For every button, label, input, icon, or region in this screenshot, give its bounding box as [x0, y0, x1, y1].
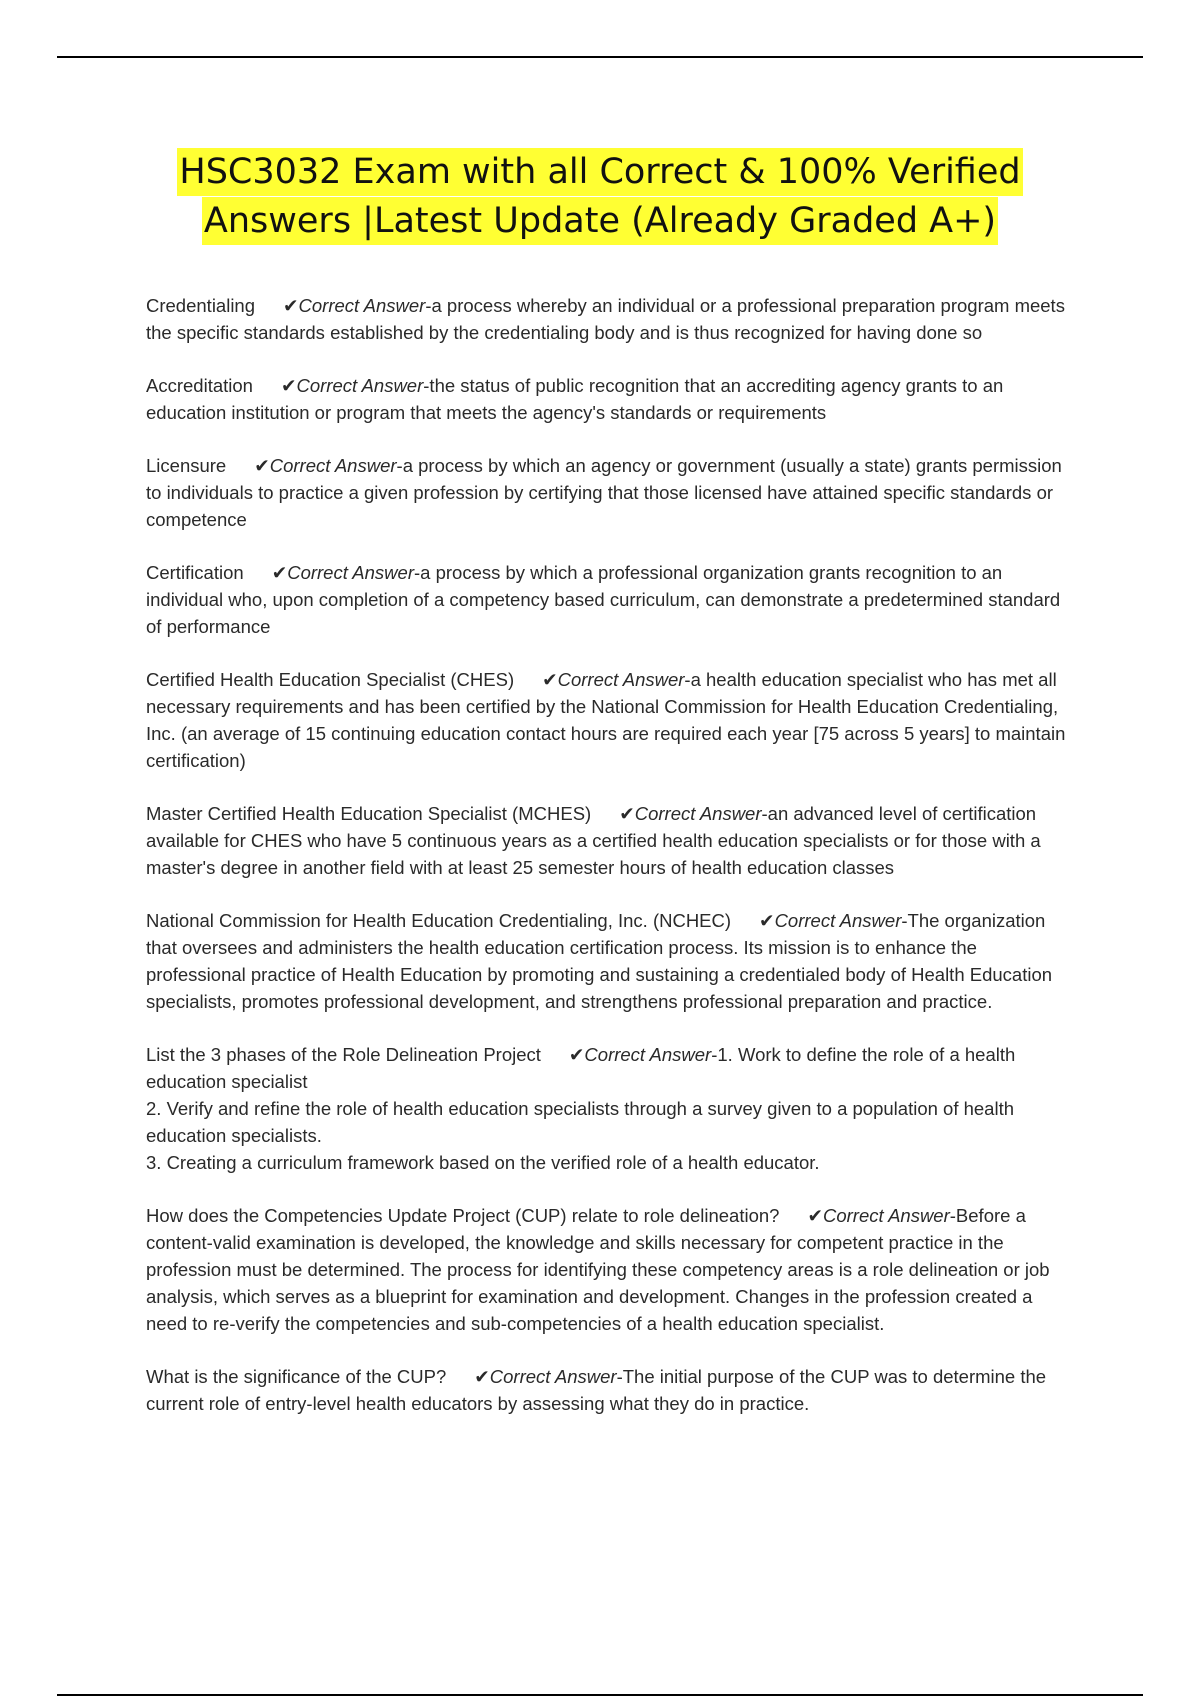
- check-mark-icon: ✔: [254, 455, 270, 476]
- qa-answer: -The organization that oversees and administers the health education certification process. Its mission is to enhance the professional practice of Health Education by promoting and sustaining a credentialed body of Health Education specialists, promotes professional development, and strengthens professional preparation and practice.: [146, 910, 1053, 1012]
- qa-answer-line: 3. Creating a curriculum framework based on the verified role of a health educator.: [146, 1152, 820, 1173]
- qa-term: Licensure: [146, 455, 227, 476]
- qa-answer: -an advanced level of certification available for CHES who have 5 continuous years as a certified health education specialists or for those with a master's degree in another field with at least 25 semester hours of health education classes: [146, 803, 1041, 878]
- qa-answer: -a process by which a professional organization grants recognition to an individual who, upon completion of a competency based curriculum, can demonstrate a predetermined standard of performance: [146, 562, 1061, 637]
- correct-answer-label: Correct Answer: [822, 1205, 950, 1226]
- qa-entry: [146, 1363, 1076, 1417]
- qa-entry: [146, 452, 1076, 533]
- qa-entry: [146, 559, 1076, 640]
- qa-answer: -a health education specialist who has met all necessary requirements and has been certified by the National Commission for Health Education Credentialing, Inc. (an average of 15 continuing education contact hours are required each year [75 across 5 years] to maintain certification): [146, 669, 1066, 771]
- correct-answer-label: Correct Answer: [298, 295, 426, 316]
- qa-term: How does the Competencies Update Project (CUP) relate to role delineation?: [146, 1205, 780, 1226]
- qa-entry: [146, 800, 1076, 881]
- check-mark-icon: ✔: [271, 562, 288, 583]
- check-mark-icon: ✔: [619, 803, 635, 824]
- correct-answer-label: Correct Answer: [296, 375, 424, 396]
- qa-term: Credentialing: [146, 295, 256, 316]
- qa-entry: [146, 666, 1076, 774]
- header-rule: [57, 56, 1143, 58]
- qa-term: National Commission for Health Education Credentialing, Inc. (NCHEC): [146, 910, 732, 931]
- correct-answer-label: Correct Answer: [269, 455, 397, 476]
- qa-answer: -a process by which an agency or government (usually a state) grants permission to individuals to practice a given profession by certifying that those licensed have attained specific standards or competence: [146, 455, 1062, 530]
- check-mark-icon: ✔: [759, 910, 775, 931]
- title-line-1: HSC3032 Exam with all Correct & 100% Verified: [177, 148, 1022, 196]
- qa-answer: -1. Work to define the role of a health education specialist: [146, 1044, 1016, 1092]
- qa-term: Accreditation: [146, 375, 253, 396]
- qa-term: Certification: [146, 562, 244, 583]
- qa-entry: [146, 1041, 1076, 1176]
- check-mark-icon: ✔: [807, 1205, 823, 1226]
- qa-answer: -The initial purpose of the CUP was to determine the current role of entry-level health educators by assessing what they do in practice.: [146, 1366, 1047, 1414]
- title-line-2: Answers |Latest Update (Already Graded A+): [202, 197, 998, 245]
- qa-entry: [146, 907, 1076, 1015]
- qa-answer-line: 2. Verify and refine the role of health education specialists through a survey given to a population of health education specialists.: [146, 1098, 1015, 1146]
- correct-answer-label: Correct Answer: [774, 910, 902, 931]
- qa-entry: [146, 1202, 1076, 1337]
- check-mark-icon: ✔: [474, 1366, 490, 1387]
- qa-list: [146, 292, 1076, 1443]
- qa-term: Certified Health Education Specialist (CHES): [146, 669, 515, 690]
- correct-answer-label: Correct Answer: [557, 669, 685, 690]
- check-mark-icon: ✔: [542, 669, 558, 690]
- check-mark-icon: ✔: [280, 375, 297, 396]
- document-title: [0, 148, 1200, 246]
- check-mark-icon: ✔: [568, 1044, 585, 1065]
- qa-answer: -a process whereby an individual or a professional preparation program meets the specific standards established by the credentialing body and is thus recognized for having done so: [146, 295, 1065, 343]
- qa-answer: -the status of public recognition that an accrediting agency grants to an education institution or program that meets the agency's standards or requirements: [146, 375, 1004, 423]
- correct-answer-label: Correct Answer: [287, 562, 414, 583]
- qa-entry: [146, 292, 1076, 346]
- qa-answer: -Before a content-valid examination is developed, the knowledge and skills necessary for competent practice in the profession must be determined. The process for identifying these competency areas is a role delineation or job analysis, which serves as a blueprint for examination and development. Changes in the profession created a need to re-verify the competencies and sub-competencies of a health education specialist.: [146, 1205, 1050, 1334]
- correct-answer-label: Correct Answer: [584, 1044, 712, 1065]
- qa-entry: [146, 372, 1076, 426]
- qa-term: What is the significance of the CUP?: [146, 1366, 447, 1387]
- footer-rule: [57, 1694, 1143, 1696]
- correct-answer-label: Correct Answer: [634, 803, 762, 824]
- correct-answer-label: Correct Answer: [489, 1366, 617, 1387]
- check-mark-icon: ✔: [283, 295, 299, 316]
- qa-term: Master Certified Health Education Specialist (MCHES): [146, 803, 592, 824]
- qa-term: List the 3 phases of the Role Delineation Project: [146, 1044, 541, 1065]
